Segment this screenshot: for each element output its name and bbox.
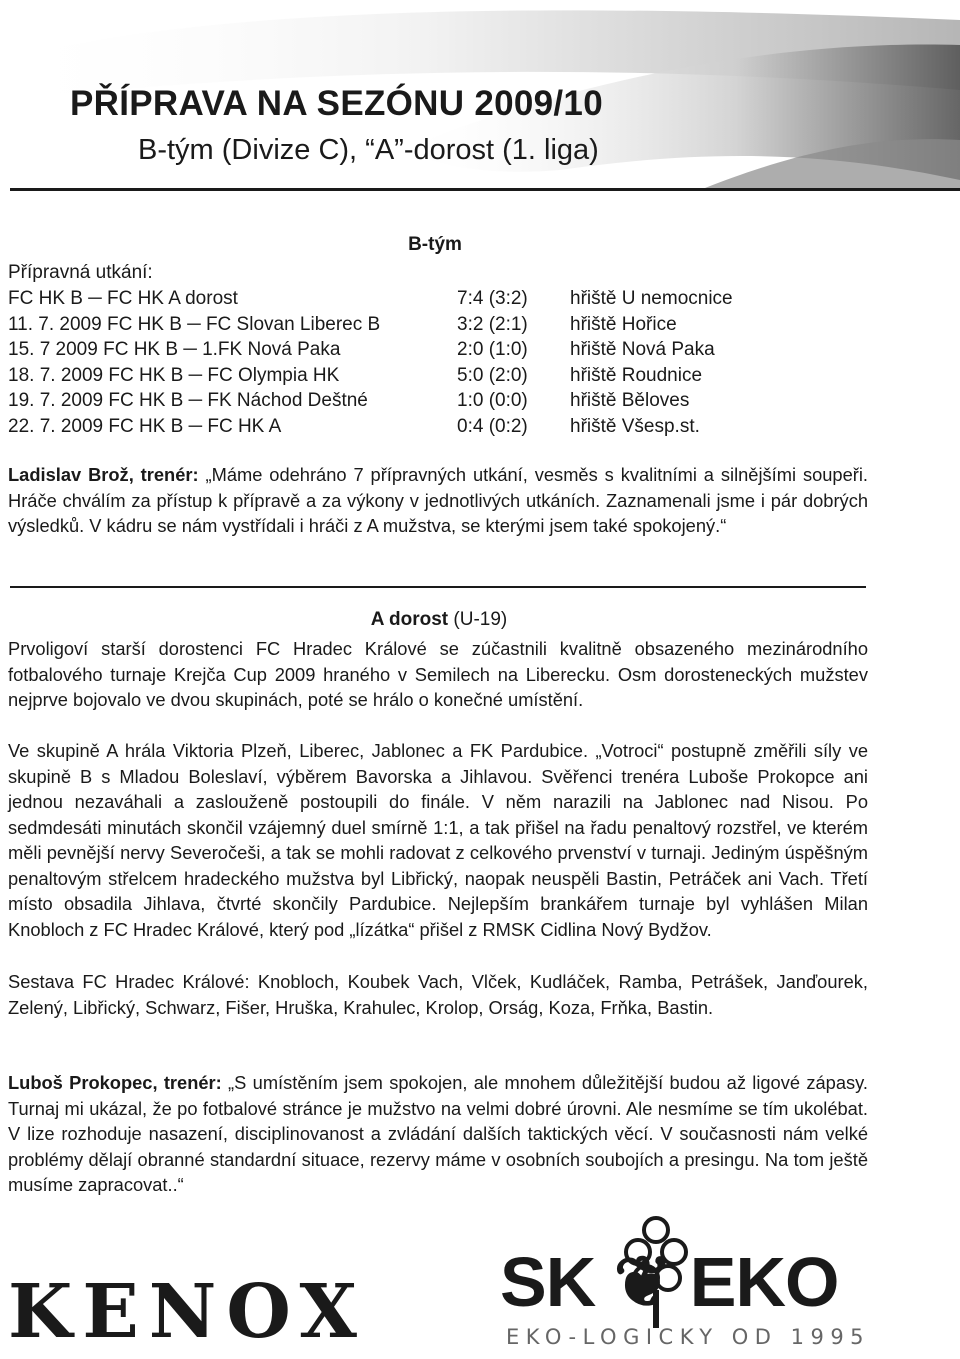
match-score: 3:2 (2:1) <box>457 313 528 335</box>
a-dorost-heading-bold: A dorost <box>370 609 449 630</box>
a-dorost-coach-name: Luboš Prokopec, trenér: <box>8 1072 222 1093</box>
match-teams: FC HK B ─ FK Náchod Deštné <box>108 390 368 411</box>
b-team-coach-name: Ladislav Brož, trenér: <box>8 464 199 485</box>
match-row <box>8 312 908 338</box>
match-venue: hřiště Běloves <box>570 390 690 411</box>
a-dorost-lineup: Sestava FC Hradec Králové: Knobloch, Koubek Vach, Vlček, Kudláček, Ramba, Petrášek, Janďourek, Zelený, Libřický, Schwarz, Fišer, Hruška, Krahulec, Krolop, Orság, Koza, Frňka, Bastin. <box>8 971 868 1018</box>
b-team-coach-quote-text: „Máme odehráno 7 přípravných utkání, vesměs s kvalitními a silnějšími soupeři. Hráče chválím za přístup k přípravě a za výkony v jednotlivých utkáních. Zaznamenali jsme i pár dobrých výsledků. V kádru se nám vystřídali i hráči z A mužstva, se kterými jsem také spokojený.“ <box>8 464 868 536</box>
match-date: 22. 7. 2009 <box>8 415 104 437</box>
skeko-logo <box>496 1212 876 1357</box>
match-row <box>8 363 908 389</box>
match-score: 0:4 (0:2) <box>457 415 528 437</box>
skeko-logo-text: SK ❦ EKO <box>500 1243 839 1321</box>
prep-matches-list <box>8 286 908 439</box>
a-dorost-paragraph-2: Ve skupině A hrála Viktoria Plzeň, Liberec, Jablonec a FK Pardubice. „Votroci“ postupně změřili síly ve skupině B s Mladou Boleslaví, výběrem Bavorska a Jihlavou. Svěřenci trenéra Luboše Prokopce ani jednou nezaváhali a zaslouženě postoupili do finále. V něm narazili na Jablonec nad Nisou. Po sedmdesáti minutách skončil vzájemný duel smírně 1:1, a tak přišel na řadu penaltový rozstřel, ve kterém měli pevnější nervy Severočeši, a tak se mohli radovat z celkového prvenství v turnaji. Jediným úspěšným penaltovým střelcem hradeckého mužstva byl Libřický, naopak neuspěli Bastin, Petráček ani Vach. Třetí místo obsadila Jihlava, čtvrté skončily Pardubice. Nejlepším brankářem turnaje byl vyhlášen Milan Knobloch z FC Hradec Králové, který pod „lízátka“ přišel z RMSK Cidlina Nový Bydžov. <box>8 740 868 940</box>
match-date: 11. 7. 2009 <box>8 313 102 335</box>
page-title: PŘÍPRAVA NA SEZÓNU 2009/10 <box>70 84 603 123</box>
match-teams: FC HK B ─ FC Olympia HK <box>108 364 340 386</box>
match-score: 2:0 (1:0) <box>457 339 528 360</box>
b-team-coach-quote <box>8 462 868 539</box>
match-date: 18. 7. 2009 <box>8 364 104 386</box>
skeko-tagline: EKO-LOGICKY OD 1995 <box>506 1325 871 1349</box>
match-venue: hřiště Nová Paka <box>570 339 715 360</box>
match-venue: hřiště Roudnice <box>570 364 703 386</box>
kenox-logo-text: KENOX <box>8 1269 367 1355</box>
match-score: 1:0 (0:0) <box>457 390 528 411</box>
match-teams: FC HK B ─ FC HK A <box>108 415 282 437</box>
match-date: 19. 7. 2009 <box>8 390 104 411</box>
match-venue: hřiště U nemocnice <box>570 288 733 309</box>
a-dorost-paragraph-1: Prvoligoví starší dorostenci FC Hradec Králové se zúčastnili kvalitně obsazeného mezinárodního fotbalového turnaje Krejča Cup 2009 hraného v Semilech na Liberecku. Osm dorosteneckých mužstev nejprve bojovalo ve dvou skupinách, poté se hrálo o konečné umístění. <box>8 638 868 710</box>
header-divider <box>10 188 960 191</box>
match-teams: FC HK B ─ FC Slovan Liberec B <box>106 313 381 335</box>
match-row <box>8 286 908 312</box>
match-teams: FC HK B ─ FC HK A dorost <box>8 288 238 309</box>
match-date: 15. 7 2009 <box>8 339 98 360</box>
a-dorost-coach-quote-text: „S umístěním jsem spokojen, ale mnohem důležitější budou až ligové zápasy. Turnaj mi ukázal, že po fotbalové stránce je mužstvo na velmi dobré úrovni. Ale nesmíme se tím ukolébat. V lize rozhoduje nasazení, disciplinovanost a zvládání dalších taktických věcí. V současnosti nám velké problémy dělají obranné standardní situace, rezervy máme v osobních soubojích a presingu. Na tom ještě musíme zapracovat..“ <box>8 1072 868 1195</box>
kenox-logo <box>8 1269 480 1355</box>
match-row <box>8 388 908 414</box>
prep-matches-label: Přípravná utkání: <box>8 262 153 283</box>
match-teams: FC HK B ─ 1.FK Nová Paka <box>103 339 341 360</box>
match-row <box>8 337 908 363</box>
match-venue: hřiště Všesp.st. <box>570 415 700 437</box>
match-score: 7:4 (3:2) <box>457 288 528 309</box>
a-dorost-heading-rest: (U-19) <box>448 609 508 630</box>
a-dorost-coach-quote <box>8 1070 868 1198</box>
page-subtitle: B-tým (Divize C), “A”-dorost (1. liga) <box>138 134 599 166</box>
a-dorost-heading <box>0 609 878 631</box>
b-team-heading: B-tým <box>408 234 462 255</box>
match-score: 5:0 (2:0) <box>457 364 528 386</box>
match-row <box>8 414 908 440</box>
section-divider <box>10 586 866 588</box>
match-venue: hřiště Hořice <box>570 313 677 335</box>
